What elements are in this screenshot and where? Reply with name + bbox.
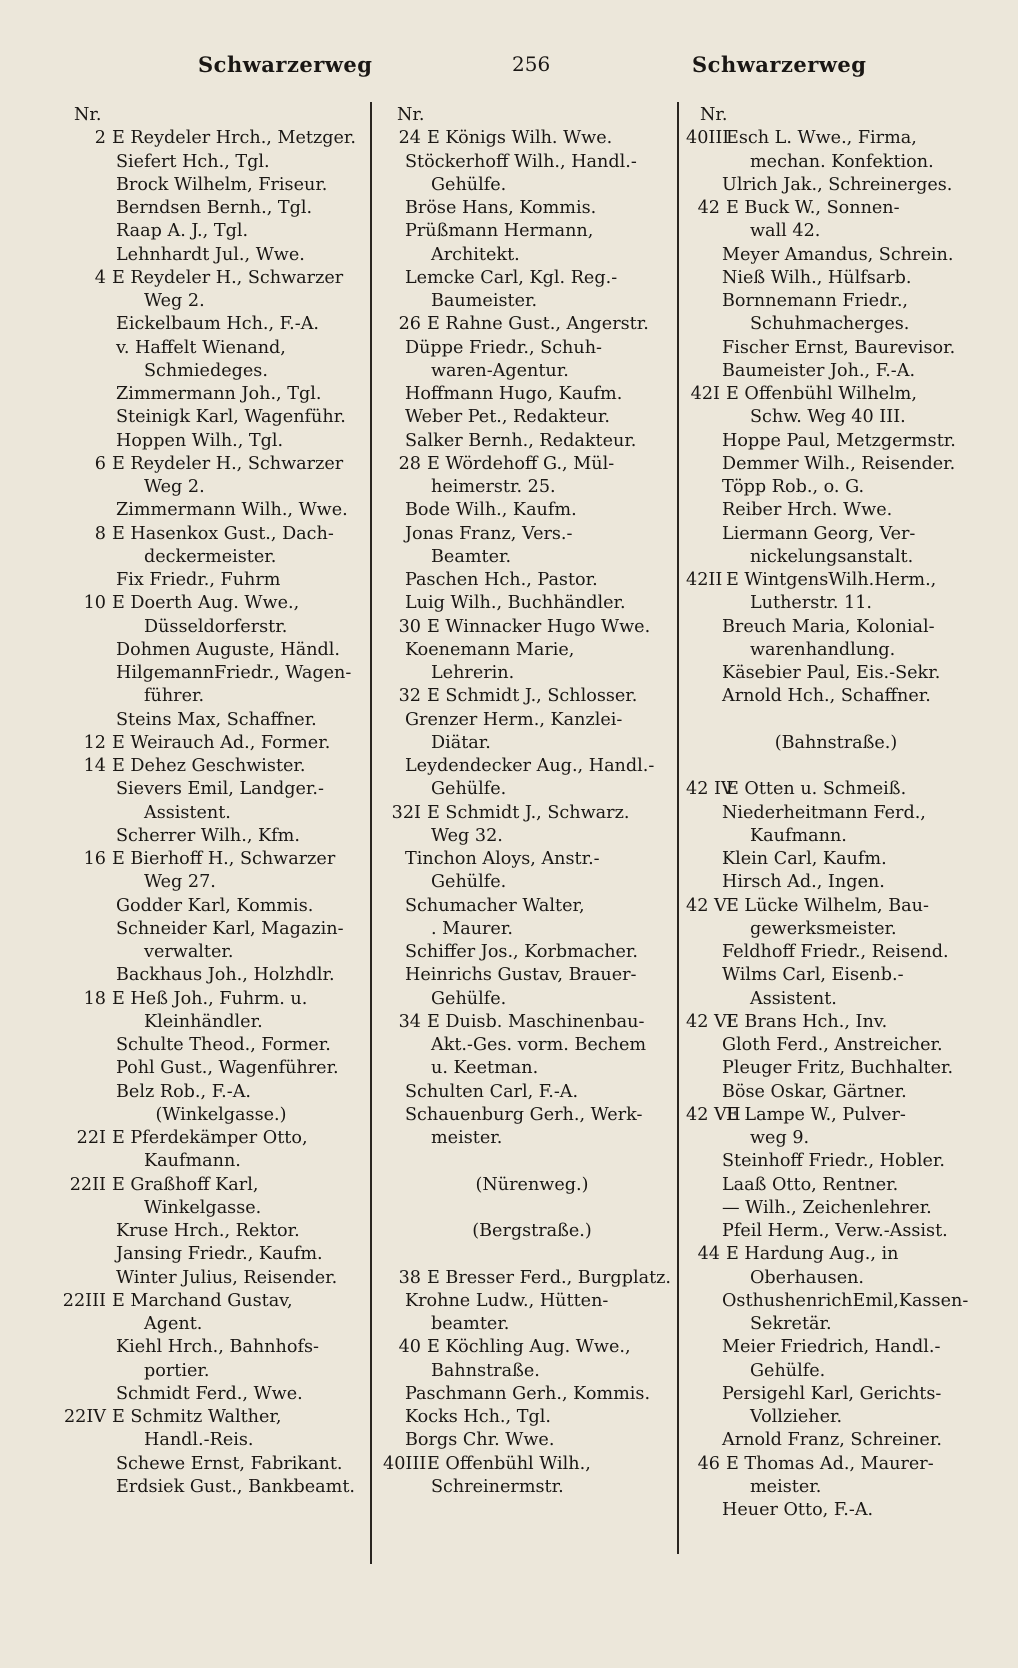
entry-text: E Brans Hch., Inv. [726,1011,888,1032]
house-entry [686,127,986,150]
entry-continuation: Assistent. [144,802,231,823]
entry-continuation: Kaufmann. [144,1151,241,1172]
resident-entry: Meier Friedrich, Handl.- [722,1337,941,1358]
entry-text: E Hasenkox Gust., Dach- [112,523,334,544]
entry-continuation: Gehülfe. [750,1360,826,1381]
entry-continuation: weg 9. [750,1128,810,1148]
resident-entry: Pohl Gust., Wagenführer. [116,1058,339,1079]
resident-entry: Siefert Hch., Tgl. [116,151,270,172]
house-entry [60,732,382,755]
entry-continuation: portier. [144,1360,210,1381]
section-heading: (Winkelgasse.) [155,1104,287,1125]
house-number: 2 [94,128,106,149]
house-number: 46 [697,1453,720,1474]
house-number: 42 IV [686,779,734,800]
section-heading: (Bahnstraße.) [774,732,898,753]
house-entry [383,453,681,476]
resident-entry: Bode Wilh., Kaufm. [405,500,577,521]
resident-entry: Berndsen Bernh., Tgl. [116,198,313,218]
resident-entry: Düppe Friedr., Schuh- [405,337,602,358]
entry-continuation: Schreinermstr. [431,1476,564,1497]
header-street-right: Schwarzerweg [692,52,867,77]
entry-text: E Winnacker Hugo Wwe. [427,616,651,637]
entry-continuation: Weg 27. [144,872,216,893]
entry-text: E Offenbühl Wilhelm, [726,384,917,404]
house-entry [686,197,986,220]
resident-entry: Kiehl Hrch., Bahnhofs- [116,1337,319,1358]
header-street-left: Schwarzerweg [198,52,373,77]
resident-entry: Böse Oskar, Gärtner. [722,1081,907,1102]
house-number: 42 VI [686,1011,734,1032]
resident-entry: Breuch Maria, Kolonial- [722,616,935,637]
resident-entry: Fix Friedr., Fuhrm [116,570,281,590]
house-entry [60,592,382,615]
resident-entry: Liermann Georg, Ver- [722,523,916,544]
entry-continuation: Weg 32. [431,825,503,846]
house-entry [60,523,382,546]
resident-entry: Kocks Hch., Tgl. [405,1407,551,1427]
resident-entry: Schumacher Walter, [405,895,585,916]
entry-text: Esch L. Wwe., Firma, [726,128,917,149]
entry-continuation: Lutherstr. 11. [750,593,872,614]
directory-column-2 [383,104,681,1499]
entry-continuation: Schmiedeges. [144,360,268,381]
entry-text: E Thomas Ad., Maurer- [726,1453,934,1474]
house-entry [60,848,382,871]
entry-text: E Köchling Aug. Wwe., [427,1337,631,1358]
entry-text: E Schmidt J., Schwarz. [427,802,630,823]
entry-text: E Pferdekämper Otto, [112,1128,308,1148]
house-number: 6 [94,453,106,474]
resident-entry: Paschmann Gerh., Kommis. [405,1383,651,1404]
house-entry [686,895,986,918]
house-entry [60,267,382,290]
house-entry [60,1406,382,1429]
entry-continuation: heimerstr. 25. [431,477,556,497]
resident-entry: Schneider Karl, Magazin- [116,918,344,939]
entry-text: E Schmidt J., Schlosser. [427,686,638,707]
resident-entry: Schulten Carl, F.-A. [405,1081,579,1102]
resident-entry: Winter Julius, Reisender. [116,1267,338,1288]
house-number: 16 [83,849,106,869]
house-number: 42II [686,570,723,590]
entry-continuation: mechan. Konfektion. [750,151,934,172]
house-entry [686,778,986,801]
resident-entry: Stöckerhoff Wilh., Handl.- [405,151,637,172]
house-entry [60,1174,382,1197]
entry-continuation: Diätar. [431,732,491,753]
resident-entry: Krohne Ludw., Hütten- [405,1290,609,1311]
house-number: 24 [398,128,421,149]
resident-entry: Pfeil Herm., Verw.-Assist. [722,1221,948,1241]
resident-entry: Bröse Hans, Kommis. [405,198,597,218]
house-entry [60,1127,382,1150]
entry-continuation: verwalter. [144,942,234,962]
resident-entry: Demmer Wilh., Reisender. [722,453,956,474]
house-number: 40III [686,128,730,149]
entry-continuation: beamter. [431,1314,510,1334]
section-heading: (Nürenweg.) [475,1174,589,1195]
entry-continuation: Vollzieher. [750,1407,843,1427]
house-entry [383,127,681,150]
blank-line [686,709,986,732]
resident-entry: Schulte Theod., Former. [116,1035,331,1055]
entry-text: E WintgensWilh.Herm., [726,570,937,590]
entry-text: E Heß Joh., Fuhrm. u. [112,988,308,1009]
resident-entry: Lehnhardt Jul., Wwe. [116,244,305,265]
resident-entry: Töpp Rob., o. G. [722,477,865,497]
entry-text: E Dehez Geschwister. [112,756,306,776]
entry-text: E Duisb. Maschinenbau- [427,1011,645,1032]
resident-entry: — Wilh., Zeichenlehrer. [722,1197,932,1218]
house-number: 42 V [686,895,727,916]
resident-entry: Eickelbaum Hch., F.-A. [116,314,319,335]
house-number: 22II [69,1174,106,1195]
page-number: 256 [512,52,551,76]
house-number: 26 [398,314,421,335]
resident-entry: Steins Max, Schaffner. [116,709,317,730]
entry-continuation: waren-Agentur. [431,360,569,381]
entry-text: E Buck W., Sonnen- [726,198,900,218]
entry-text: E Schmitz Walther, [112,1407,282,1427]
entry-text: E Wördehoff G., Mül- [427,453,615,474]
house-number: 40 [398,1337,421,1358]
resident-entry: Hoppen Wilh., Tgl. [116,430,284,451]
resident-entry: Raap A. J., Tgl. [116,221,249,242]
resident-entry: Wilms Carl, Eisenb.- [722,965,904,986]
column-header: Nr. [397,105,425,125]
entry-text: E Bierhoff H., Schwarzer [112,849,336,869]
house-number: 44 [697,1244,720,1265]
resident-entry: Reiber Hrch. Wwe. [722,500,893,521]
resident-entry: Paschen Hch., Pastor. [405,570,598,590]
resident-entry: Luig Wilh., Buchhändler. [405,593,626,614]
section-heading: (Bergstraße.) [472,1221,592,1241]
entry-text: E Doerth Aug. Wwe., [112,593,300,614]
house-entry [686,1104,986,1127]
entry-continuation: meister. [750,1476,822,1497]
entry-continuation: Weg 2. [144,291,205,311]
resident-entry: v. Haffelt Wienand, [116,337,286,358]
resident-entry: Leydendecker Aug., Handl.- [405,756,655,776]
house-entry [60,127,382,150]
entry-text: E Otten u. Schmeiß. [726,779,907,800]
house-number: 34 [398,1011,421,1032]
entry-continuation: Gehülfe. [431,988,507,1009]
entry-continuation: Gehülfe. [431,872,507,893]
entry-continuation: Oberhausen. [750,1267,865,1288]
house-number: 38 [398,1267,421,1288]
resident-entry: Lemcke Carl, Kgl. Reg.- [405,267,618,288]
house-entry [383,1011,681,1034]
page-header [0,52,1018,92]
resident-entry: Steinigk Karl, Wagenführ. [116,407,346,428]
entry-continuation: u. Keetman. [431,1058,539,1079]
resident-entry: Schmidt Ferd., Wwe. [116,1383,303,1404]
resident-entry: Koenemann Marie, [405,639,575,660]
resident-entry: Belz Rob., F.-A. [116,1081,252,1102]
resident-entry: Laaß Otto, Rentner. [722,1174,899,1195]
house-entry [686,569,986,592]
resident-entry: Jansing Friedr., Kaufm. [116,1244,323,1265]
house-number: 32 [398,686,421,707]
house-number: 42 VII [686,1104,741,1125]
house-number: 12 [83,732,106,753]
entry-continuation: Kleinhändler. [144,1011,263,1032]
house-entry [383,1336,681,1359]
house-entry [383,685,681,708]
resident-entry: Käsebier Paul, Eis.-Sekr. [722,663,941,683]
resident-entry: Godder Karl, Kommis. [116,895,314,916]
entry-continuation: Bahnstraße. [431,1360,540,1381]
entry-continuation: Lehrerin. [431,663,515,683]
resident-entry: Jonas Franz, Vers.- [405,523,573,544]
entry-text: E Offenbühl Wilh., [427,1453,591,1474]
house-number: 18 [83,988,106,1009]
resident-entry: Klein Carl, Kaufm. [722,849,887,869]
resident-entry: Feldhoff Friedr., Reisend. [722,942,949,962]
resident-entry: Hoffmann Hugo, Kaufm. [405,384,623,404]
entry-text: E Weirauch Ad., Former. [112,732,331,753]
entry-continuation: Gehülfe. [431,779,507,800]
entry-text: E Reydeler H., Schwarzer [112,267,344,288]
house-entry [383,616,681,639]
house-number: 8 [94,523,106,544]
column-header: Nr. [700,105,728,125]
resident-entry: Tinchon Aloys, Anstr.- [405,849,600,869]
resident-entry: Kruse Hrch., Rektor. [116,1221,300,1241]
house-entry [383,1267,681,1290]
entry-continuation: Baumeister. [431,291,538,311]
resident-entry: Brock Wilhelm, Friseur. [116,174,328,195]
entry-text: E Reydeler Hrch., Metzger. [112,128,356,149]
house-number: 10 [83,593,106,614]
entry-text: E Bresser Ferd., Burgplatz. [427,1267,672,1288]
resident-entry: Bornnemann Friedr., [722,291,909,311]
resident-entry: Steinhoff Friedr., Hobler. [722,1151,945,1172]
resident-entry: Schiffer Jos., Korbmacher. [405,942,639,962]
resident-entry: Salker Bernh., Redakteur. [405,430,637,451]
resident-entry: Scherrer Wilh., Kfm. [116,825,300,846]
blank-line [686,755,986,778]
entry-text: E Hardung Aug., in [726,1244,899,1265]
resident-entry: Prüßmann Hermann, [405,221,594,242]
house-number: 32I [391,802,421,823]
resident-entry: Hoppe Paul, Metzgermstr. [722,430,956,451]
house-entry [60,755,382,778]
house-entry [383,313,681,336]
entry-text: E Königs Wilh. Wwe. [427,128,613,149]
column-header: Nr. [74,105,102,125]
resident-entry: Meyer Amandus, Schrein. [722,244,954,265]
resident-entry: Arnold Franz, Schreiner. [722,1430,942,1451]
house-entry [60,1290,382,1313]
resident-entry: Baumeister Joh., F.-A. [722,360,916,381]
house-entry [60,988,382,1011]
entry-text: E Rahne Gust., Angerstr. [427,314,649,335]
house-entry [383,802,681,825]
resident-entry: Erdsiek Gust., Bankbeamt. [116,1476,356,1497]
house-entry [686,383,986,406]
entry-continuation: warenhandlung. [750,639,896,660]
blank-line [383,1197,681,1220]
house-entry [686,1011,986,1034]
resident-entry: Hirsch Ad., Ingen. [722,872,885,893]
entry-continuation: nickelungsanstalt. [750,546,914,567]
resident-entry: Pleuger Fritz, Buchhalter. [722,1058,954,1079]
entry-continuation: Weg 2. [144,477,205,497]
entry-text: E Lampe W., Pulver- [726,1104,906,1125]
resident-entry: Heuer Otto, F.-A. [722,1500,874,1520]
resident-entry: Sievers Emil, Landger.- [116,779,324,800]
resident-entry: Schauenburg Gerh., Werk- [405,1104,643,1125]
resident-entry: Gloth Ferd., Anstreicher. [722,1035,943,1055]
house-number: 22I [76,1128,106,1148]
entry-continuation: meister. [431,1128,503,1148]
entry-continuation: Beamter. [431,546,512,567]
entry-text: E Marchand Gustav, [112,1290,293,1311]
entry-text: E Reydeler H., Schwarzer [112,453,344,474]
resident-entry: Borgs Chr. Wwe. [405,1430,555,1451]
entry-continuation: Architekt. [431,244,520,265]
house-number: 30 [398,616,421,637]
house-number: 14 [83,756,106,776]
house-number: 40III [383,1453,427,1474]
resident-entry: OsthushenrichEmil,Kassen- [722,1290,969,1311]
resident-entry: Backhaus Joh., Holzhdlr. [116,965,335,986]
entry-continuation: Sekretär. [750,1314,832,1334]
resident-entry: Zimmermann Joh., Tgl. [116,384,322,404]
entry-continuation: gewerksmeister. [750,918,897,939]
house-number: 28 [398,453,421,474]
house-entry [686,1243,986,1266]
entry-continuation: deckermeister. [144,546,277,567]
entry-continuation: Gehülfe. [431,174,507,195]
resident-entry: HilgemannFriedr., Wagen- [116,663,352,683]
entry-continuation: Düsseldorferstr. [144,616,288,637]
resident-entry: Weber Pet., Redakteur. [405,407,610,428]
entry-continuation: Assistent. [750,988,837,1009]
entry-continuation: Schuhmacherges. [750,314,910,335]
blank-line [383,1243,681,1266]
entry-continuation: Kaufmann. [750,825,847,846]
house-entry [686,1453,986,1476]
entry-continuation: Winkelgasse. [144,1197,262,1218]
resident-entry: Arnold Hch., Schaffner. [722,686,931,707]
resident-entry: Schewe Ernst, Fabrikant. [116,1453,343,1474]
entry-text: E Lücke Wilhelm, Bau- [726,895,929,916]
entry-text: E Graßhoff Karl, [112,1174,259,1195]
resident-entry: Fischer Ernst, Baurevisor. [722,337,956,358]
resident-entry: Grenzer Herm., Kanzlei- [405,709,623,730]
directory-column-3 [686,104,986,1522]
entry-continuation: Akt.-Ges. vorm. Bechem [431,1035,647,1055]
entry-continuation: wall 42. [750,221,821,242]
entry-continuation: Agent. [144,1314,203,1334]
directory-column-1 [60,104,382,1499]
resident-entry: Niederheitmann Ferd., [722,802,926,823]
entry-continuation: . Maurer. [431,918,513,939]
resident-entry: Ulrich Jak., Schreinerges. [722,174,953,195]
entry-continuation: führer. [144,686,205,707]
resident-entry: Nieß Wilh., Hülfsarb. [722,267,912,288]
house-entry [60,453,382,476]
entry-continuation: Schw. Weg 40 III. [750,407,906,428]
house-number: 42I [690,384,720,404]
blank-line [383,1150,681,1173]
resident-entry: Persigehl Karl, Gerichts- [722,1383,942,1404]
house-number: 42 [697,198,720,218]
resident-entry: Zimmermann Wilh., Wwe. [116,500,348,521]
resident-entry: Dohmen Auguste, Händl. [116,639,341,660]
house-entry [383,1453,681,1476]
house-number: 22III [62,1290,106,1311]
resident-entry: Heinrichs Gustav, Brauer- [405,965,637,986]
house-number: 4 [94,267,106,288]
house-number: 22IV [63,1407,106,1427]
entry-continuation: Handl.-Reis. [144,1430,254,1451]
